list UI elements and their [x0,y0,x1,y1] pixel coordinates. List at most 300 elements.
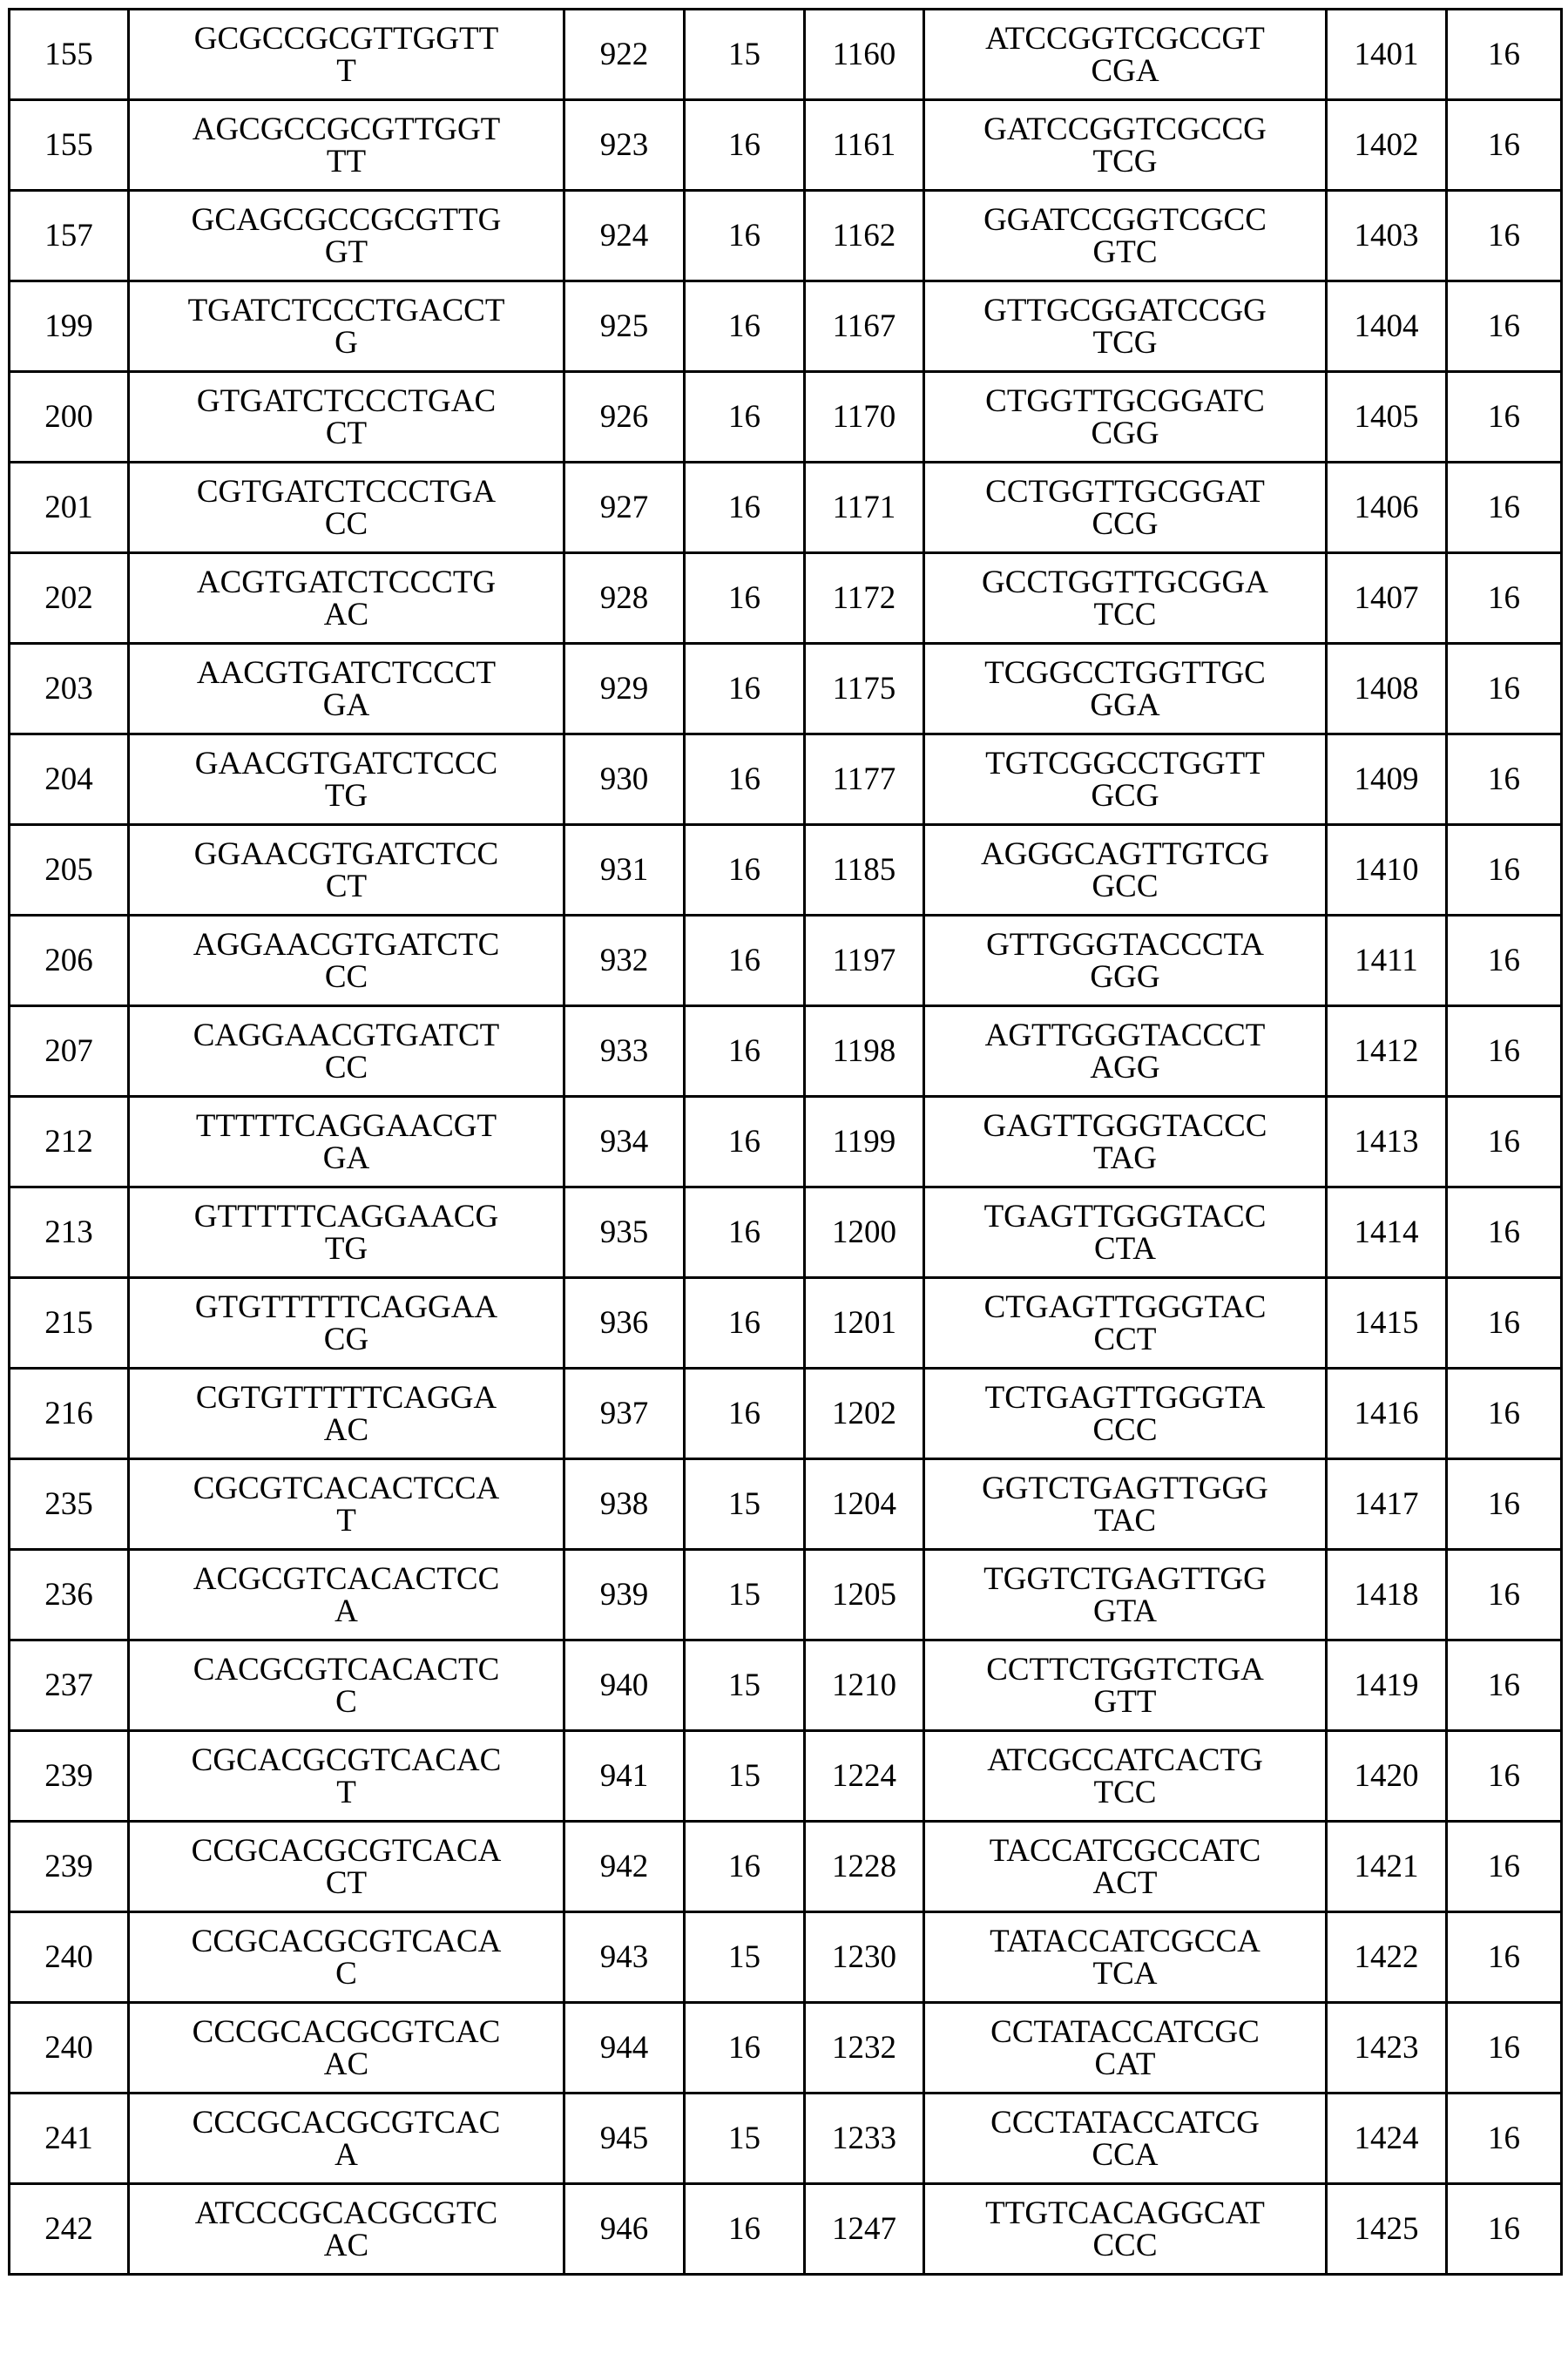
sequence-line: AGCGCCGCGTTGGT [130,113,563,145]
sequence-line: CCGCACGCGTCACA [130,1925,563,1958]
left-length-cell: 16 [685,644,805,734]
sequence-line: CGG [925,417,1325,450]
sequence-line: CCCGCACGCGTCAC [130,2107,563,2139]
right-position-cell: 1170 [805,372,924,463]
table-row [10,463,1562,553]
sequence-line: CC [130,508,563,540]
right-length-cell: 16 [1447,1550,1562,1640]
sequence-line: GTGTTTTTCAGGAA [130,1291,563,1323]
left-length-cell: 16 [685,100,805,191]
right-seq-id-cell: 1410 [1327,825,1447,916]
right-sequence-cell [924,1550,1327,1640]
sequence-line: A [130,2139,563,2171]
right-seq-id-cell: 1425 [1327,2184,1447,2275]
left-sequence-cell [129,1731,564,1822]
left-length-cell: 16 [685,2003,805,2094]
left-position-cell: 207 [10,1006,129,1097]
left-length-cell: 15 [685,1459,805,1550]
right-seq-id-cell: 1416 [1327,1369,1447,1459]
left-position-cell: 240 [10,2003,129,2094]
table-row [10,1278,1562,1369]
right-seq-id-cell: 1420 [1327,1731,1447,1822]
sequence-line: CCC [925,1414,1325,1446]
left-sequence-cell [129,1459,564,1550]
sequence-line: GAGTTGGGTACCC [925,1110,1325,1142]
sequence-line: CT [130,870,563,903]
sequence-line: TG [130,1233,563,1265]
right-seq-id-cell: 1415 [1327,1278,1447,1369]
right-length-cell: 16 [1447,1187,1562,1278]
sequence-line: GCG [925,780,1325,812]
sequence-line: AC [130,1414,563,1446]
right-position-cell: 1167 [805,281,924,372]
left-sequence-cell [129,2184,564,2275]
right-sequence-cell [924,644,1327,734]
right-position-cell: 1228 [805,1822,924,1912]
left-sequence-cell [129,916,564,1006]
sequence-line: TCG [925,327,1325,359]
sequence-line: GTTGGGTACCCTA [925,929,1325,961]
right-length-cell: 16 [1447,191,1562,281]
right-seq-id-cell: 1409 [1327,734,1447,825]
right-seq-id-cell: 1413 [1327,1097,1447,1187]
sequence-line: TTGTCACAGGCAT [925,2197,1325,2229]
right-position-cell: 1177 [805,734,924,825]
right-seq-id-cell: 1403 [1327,191,1447,281]
left-length-cell: 16 [685,1006,805,1097]
right-seq-id-cell: 1417 [1327,1459,1447,1550]
right-sequence-cell [924,100,1327,191]
left-seq-id-cell: 941 [564,1731,685,1822]
sequence-line: CGA [925,55,1325,87]
left-seq-id-cell: 924 [564,191,685,281]
left-seq-id-cell: 930 [564,734,685,825]
right-position-cell: 1201 [805,1278,924,1369]
sequence-line: CCT [925,1323,1325,1356]
left-sequence-cell [129,1187,564,1278]
left-seq-id-cell: 928 [564,553,685,644]
right-sequence-cell [924,1459,1327,1550]
left-position-cell: 155 [10,10,129,100]
sequence-line: CAGGAACGTGATCT [130,1019,563,1052]
table-row [10,1640,1562,1731]
right-length-cell: 16 [1447,2184,1562,2275]
sequence-line: AGG [925,1052,1325,1084]
table-row [10,372,1562,463]
left-sequence-cell [129,2003,564,2094]
sequence-line: GAACGTGATCTCCC [130,747,563,780]
sequence-line: TATACCATCGCCA [925,1925,1325,1958]
left-length-cell: 16 [685,281,805,372]
right-sequence-cell [924,10,1327,100]
right-sequence-cell [924,2184,1327,2275]
left-seq-id-cell: 927 [564,463,685,553]
sequence-line: GTA [925,1595,1325,1627]
left-position-cell: 206 [10,916,129,1006]
left-sequence-cell [129,372,564,463]
sequence-line: GA [130,1142,563,1174]
left-seq-id-cell: 922 [564,10,685,100]
sequence-table [8,8,1563,2276]
sequence-line: TG [130,780,563,812]
sequence-line: TCC [925,1776,1325,1809]
table-row [10,1822,1562,1912]
left-sequence-cell [129,1369,564,1459]
left-sequence-cell [129,100,564,191]
left-length-cell: 15 [685,10,805,100]
right-length-cell: 16 [1447,1822,1562,1912]
left-sequence-cell [129,1640,564,1731]
left-sequence-cell [129,1912,564,2003]
sequence-line: TTTTTCAGGAACGT [130,1110,563,1142]
right-sequence-cell [924,1369,1327,1459]
left-seq-id-cell: 945 [564,2094,685,2184]
left-seq-id-cell: 939 [564,1550,685,1640]
sequence-line: AC [130,2048,563,2080]
left-sequence-cell [129,1097,564,1187]
sequence-line: T [130,1776,563,1809]
left-seq-id-cell: 938 [564,1459,685,1550]
left-length-cell: 16 [685,191,805,281]
sequence-line: CACGCGTCACACTC [130,1654,563,1686]
sequence-line: CCC [925,2229,1325,2262]
table-row [10,1731,1562,1822]
right-length-cell: 16 [1447,1278,1562,1369]
sequence-line: G [130,327,563,359]
right-length-cell: 16 [1447,734,1562,825]
right-sequence-cell [924,1640,1327,1731]
right-position-cell: 1160 [805,10,924,100]
right-seq-id-cell: 1422 [1327,1912,1447,2003]
right-sequence-cell [924,1187,1327,1278]
right-length-cell: 16 [1447,553,1562,644]
left-sequence-cell [129,734,564,825]
sequence-line: CT [130,417,563,450]
right-position-cell: 1202 [805,1369,924,1459]
left-length-cell: 16 [685,1097,805,1187]
left-sequence-cell [129,825,564,916]
right-sequence-cell [924,825,1327,916]
table-row [10,2184,1562,2275]
right-seq-id-cell: 1411 [1327,916,1447,1006]
sequence-line: CT [130,1867,563,1899]
sequence-line: CG [130,1323,563,1356]
right-sequence-cell [924,372,1327,463]
sequence-line: GGATCCGGTCGCC [925,204,1325,236]
sequence-line: CC [130,961,563,993]
sequence-line: AGTTGGGTACCCT [925,1019,1325,1052]
left-position-cell: 215 [10,1278,129,1369]
right-position-cell: 1210 [805,1640,924,1731]
left-position-cell: 237 [10,1640,129,1731]
sequence-line: CCCGCACGCGTCAC [130,2016,563,2048]
table-row [10,1187,1562,1278]
left-position-cell: 239 [10,1822,129,1912]
left-position-cell: 205 [10,825,129,916]
right-seq-id-cell: 1401 [1327,10,1447,100]
left-seq-id-cell: 944 [564,2003,685,2094]
left-length-cell: 16 [685,463,805,553]
left-seq-id-cell: 936 [564,1278,685,1369]
sequence-line: T [130,55,563,87]
right-position-cell: 1205 [805,1550,924,1640]
right-position-cell: 1204 [805,1459,924,1550]
sequence-line: GT [130,236,563,268]
right-sequence-cell [924,553,1327,644]
table-row [10,2094,1562,2184]
right-position-cell: 1224 [805,1731,924,1822]
sequence-line: CAT [925,2048,1325,2080]
right-position-cell: 1172 [805,553,924,644]
left-length-cell: 16 [685,1278,805,1369]
left-length-cell: 16 [685,1187,805,1278]
left-position-cell: 200 [10,372,129,463]
right-position-cell: 1233 [805,2094,924,2184]
right-seq-id-cell: 1423 [1327,2003,1447,2094]
right-seq-id-cell: 1406 [1327,463,1447,553]
sequence-line: TGTCGGCCTGGTT [925,747,1325,780]
sequence-line: CGTGTTTTTCAGGA [130,1382,563,1414]
sequence-line: GTT [925,1686,1325,1718]
left-length-cell: 15 [685,1731,805,1822]
left-seq-id-cell: 926 [564,372,685,463]
right-sequence-cell [924,463,1327,553]
right-length-cell: 16 [1447,916,1562,1006]
sequence-line: TACCATCGCCATC [925,1835,1325,1867]
sequence-line: CCA [925,2139,1325,2171]
left-length-cell: 15 [685,1912,805,2003]
sequence-line: AACGTGATCTCCCT [130,657,563,689]
left-position-cell: 157 [10,191,129,281]
left-position-cell: 202 [10,553,129,644]
sequence-line: TGATCTCCCTGACCT [130,294,563,327]
right-position-cell: 1247 [805,2184,924,2275]
right-length-cell: 16 [1447,1731,1562,1822]
sequence-line: CCTATACCATCGC [925,2016,1325,2048]
sequence-line: TCG [925,145,1325,178]
left-position-cell: 242 [10,2184,129,2275]
right-sequence-cell [924,1278,1327,1369]
sequence-line: A [130,1595,563,1627]
right-length-cell: 16 [1447,463,1562,553]
sequence-line: TGGTCTGAGTTGG [925,1563,1325,1595]
sequence-line: ATCCGGTCGCCGT [925,23,1325,55]
sequence-line: ATCCCGCACGCGTC [130,2197,563,2229]
right-seq-id-cell: 1404 [1327,281,1447,372]
sequence-line: TCTGAGTTGGGTA [925,1382,1325,1414]
table-row [10,1912,1562,2003]
left-seq-id-cell: 943 [564,1912,685,2003]
left-position-cell: 239 [10,1731,129,1822]
sequence-line: TCA [925,1958,1325,1990]
right-sequence-cell [924,1731,1327,1822]
table-row [10,644,1562,734]
table-row [10,1097,1562,1187]
right-position-cell: 1161 [805,100,924,191]
table-row [10,553,1562,644]
left-sequence-cell [129,1822,564,1912]
left-seq-id-cell: 932 [564,916,685,1006]
right-sequence-cell [924,734,1327,825]
sequence-line: CCTTCTGGTCTGA [925,1654,1325,1686]
sequence-line: CGCACGCGTCACAC [130,1744,563,1776]
right-length-cell: 16 [1447,1459,1562,1550]
left-length-cell: 16 [685,1822,805,1912]
right-length-cell: 16 [1447,281,1562,372]
sequence-line: AC [130,599,563,631]
sequence-line: GTGATCTCCCTGAC [130,385,563,417]
left-position-cell: 203 [10,644,129,734]
right-position-cell: 1200 [805,1187,924,1278]
sequence-line: TAG [925,1142,1325,1174]
left-length-cell: 15 [685,1550,805,1640]
left-position-cell: 201 [10,463,129,553]
right-sequence-cell [924,1912,1327,2003]
left-position-cell: 240 [10,1912,129,2003]
left-sequence-cell [129,644,564,734]
sequence-line: AGGAACGTGATCTC [130,929,563,961]
right-sequence-cell [924,916,1327,1006]
right-seq-id-cell: 1419 [1327,1640,1447,1731]
right-seq-id-cell: 1405 [1327,372,1447,463]
sequence-line: T [130,1505,563,1537]
left-seq-id-cell: 934 [564,1097,685,1187]
right-sequence-cell [924,191,1327,281]
table-row [10,1550,1562,1640]
left-sequence-cell [129,1006,564,1097]
sequence-line: CC [130,1052,563,1084]
right-length-cell: 16 [1447,100,1562,191]
left-position-cell: 235 [10,1459,129,1550]
sequence-line: TCC [925,599,1325,631]
right-length-cell: 16 [1447,644,1562,734]
table-row [10,916,1562,1006]
left-length-cell: 16 [685,2184,805,2275]
sequence-line: TT [130,145,563,178]
sequence-line: GTC [925,236,1325,268]
left-position-cell: 213 [10,1187,129,1278]
left-seq-id-cell: 946 [564,2184,685,2275]
right-length-cell: 16 [1447,10,1562,100]
right-position-cell: 1198 [805,1006,924,1097]
table-row [10,281,1562,372]
right-position-cell: 1199 [805,1097,924,1187]
table-row [10,825,1562,916]
sequence-line: GCAGCGCCGCGTTG [130,204,563,236]
sequence-line: GGG [925,961,1325,993]
sequence-line: ATCGCCATCACTG [925,1744,1325,1776]
left-position-cell: 236 [10,1550,129,1640]
table-row [10,10,1562,100]
right-position-cell: 1232 [805,2003,924,2094]
left-sequence-cell [129,463,564,553]
sequence-line: ACGCGTCACACTCC [130,1563,563,1595]
left-seq-id-cell: 923 [564,100,685,191]
right-seq-id-cell: 1418 [1327,1550,1447,1640]
sequence-line: CCGCACGCGTCACA [130,1835,563,1867]
left-seq-id-cell: 931 [564,825,685,916]
right-seq-id-cell: 1424 [1327,2094,1447,2184]
left-length-cell: 15 [685,1640,805,1731]
right-length-cell: 16 [1447,1640,1562,1731]
sequence-line: CCTGGTTGCGGAT [925,476,1325,508]
right-position-cell: 1162 [805,191,924,281]
left-length-cell: 16 [685,734,805,825]
sequence-line: GGA [925,689,1325,721]
left-length-cell: 16 [685,553,805,644]
right-length-cell: 16 [1447,372,1562,463]
table-row [10,1006,1562,1097]
right-seq-id-cell: 1402 [1327,100,1447,191]
left-seq-id-cell: 937 [564,1369,685,1459]
right-sequence-cell [924,1006,1327,1097]
sequence-line: CTA [925,1233,1325,1265]
right-length-cell: 16 [1447,1006,1562,1097]
sequence-line: CGCGTCACACTCCA [130,1472,563,1505]
left-position-cell: 155 [10,100,129,191]
right-length-cell: 16 [1447,825,1562,916]
left-sequence-cell [129,10,564,100]
sequence-line: GGTCTGAGTTGGG [925,1472,1325,1505]
sequence-line: CCG [925,508,1325,540]
right-sequence-cell [924,1822,1327,1912]
right-position-cell: 1185 [805,825,924,916]
left-length-cell: 16 [685,372,805,463]
right-length-cell: 16 [1447,1912,1562,2003]
left-length-cell: 16 [685,825,805,916]
right-position-cell: 1171 [805,463,924,553]
left-position-cell: 199 [10,281,129,372]
sequence-line: CTGAGTTGGGTAC [925,1291,1325,1323]
left-position-cell: 216 [10,1369,129,1459]
left-sequence-cell [129,1278,564,1369]
right-seq-id-cell: 1408 [1327,644,1447,734]
sequence-line: ACT [925,1867,1325,1899]
left-position-cell: 204 [10,734,129,825]
sequence-line: CGTGATCTCCCTGA [130,476,563,508]
right-seq-id-cell: 1421 [1327,1822,1447,1912]
sequence-line: ACGTGATCTCCCTG [130,566,563,599]
sequence-line: AC [130,2229,563,2262]
left-length-cell: 15 [685,2094,805,2184]
left-sequence-cell [129,191,564,281]
table-row [10,1459,1562,1550]
left-sequence-cell [129,553,564,644]
sequence-line: GGAACGTGATCTCC [130,838,563,870]
left-seq-id-cell: 929 [564,644,685,734]
left-sequence-cell [129,281,564,372]
sequence-line: GTTGCGGATCCGG [925,294,1325,327]
left-seq-id-cell: 935 [564,1187,685,1278]
right-seq-id-cell: 1412 [1327,1006,1447,1097]
sequence-line: TCGGCCTGGTTGC [925,657,1325,689]
table-row [10,191,1562,281]
left-seq-id-cell: 942 [564,1822,685,1912]
left-seq-id-cell: 925 [564,281,685,372]
table-row [10,1369,1562,1459]
sequence-line: GTTTTTCAGGAACG [130,1201,563,1233]
right-sequence-cell [924,2094,1327,2184]
right-sequence-cell [924,2003,1327,2094]
sequence-line: GCGCCGCGTTGGTT [130,23,563,55]
table-row [10,2003,1562,2094]
right-position-cell: 1175 [805,644,924,734]
right-sequence-cell [924,281,1327,372]
left-length-cell: 16 [685,916,805,1006]
right-seq-id-cell: 1407 [1327,553,1447,644]
left-length-cell: 16 [685,1369,805,1459]
right-length-cell: 16 [1447,2094,1562,2184]
